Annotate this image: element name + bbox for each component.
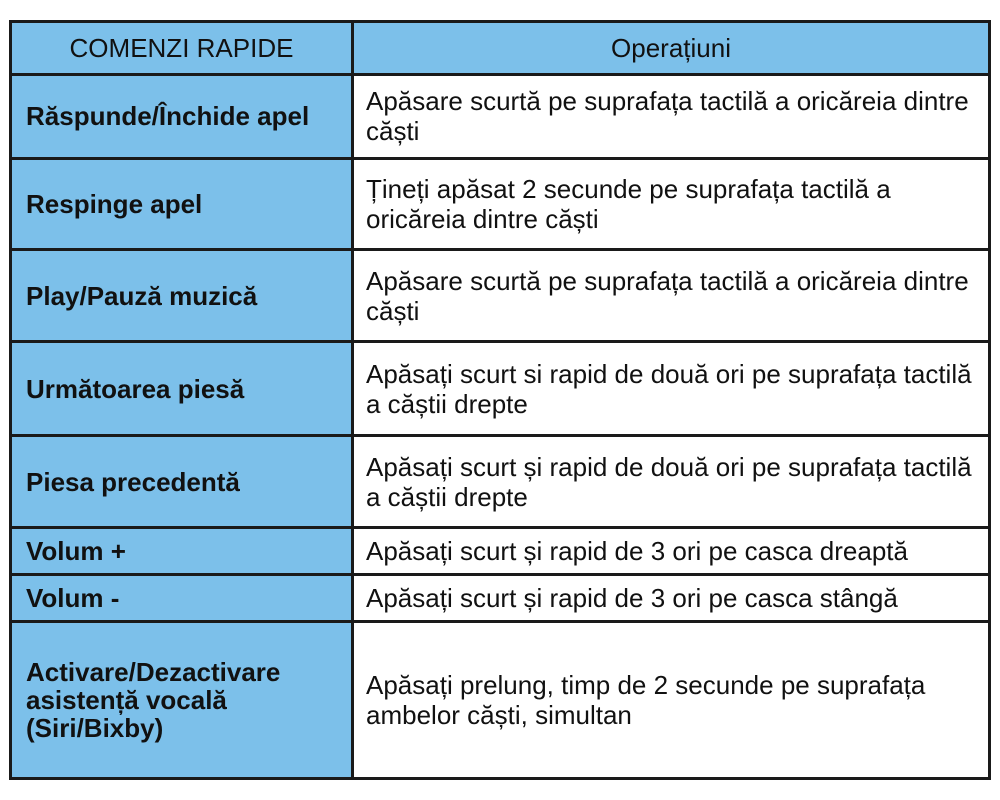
table-row xyxy=(11,436,990,528)
command-cell: Volum + xyxy=(11,527,353,574)
table-row xyxy=(11,158,990,250)
command-cell: Respinge apel xyxy=(11,158,353,250)
command-cell: Activare/Dezactivare asistență vocală (Siri/Bixby) xyxy=(11,621,353,778)
operation-cell: Apăsați prelung, timp de 2 secunde pe suprafața ambelor căști, simultan xyxy=(353,621,990,778)
header-operations: Operațiuni xyxy=(353,22,990,75)
operation-cell: Apăsare scurtă pe suprafața tactilă a oricăreia dintre căști xyxy=(353,75,990,159)
command-cell: Următoarea piesă xyxy=(11,342,353,436)
operation-cell: Apăsare scurtă pe suprafața tactilă a oricăreia dintre căști xyxy=(353,250,990,342)
operation-cell: Apăsați scurt și rapid de două ori pe suprafața tactilă a căștii drepte xyxy=(353,436,990,528)
table-row xyxy=(11,527,990,574)
operation-cell: Apăsați scurt si rapid de două ori pe suprafața tactilă a căștii drepte xyxy=(353,342,990,436)
operation-cell: Apăsați scurt și rapid de 3 ori pe casca dreaptă xyxy=(353,527,990,574)
operation-cell: Țineți apăsat 2 secunde pe suprafața tactilă a oricăreia dintre căști xyxy=(353,158,990,250)
header-commands: COMENZI RAPIDE xyxy=(11,22,353,75)
table-row xyxy=(11,250,990,342)
table-row xyxy=(11,621,990,778)
table-row xyxy=(11,75,990,159)
command-cell: Piesa precedentă xyxy=(11,436,353,528)
command-cell: Volum - xyxy=(11,574,353,621)
table-row xyxy=(11,574,990,621)
operation-cell: Apăsați scurt și rapid de 3 ori pe casca stângă xyxy=(353,574,990,621)
command-cell: Răspunde/Închide apel xyxy=(11,75,353,159)
shortcuts-table xyxy=(9,20,991,780)
table-row xyxy=(11,342,990,436)
table-header-row xyxy=(11,22,990,75)
command-cell: Play/Pauză muzică xyxy=(11,250,353,342)
